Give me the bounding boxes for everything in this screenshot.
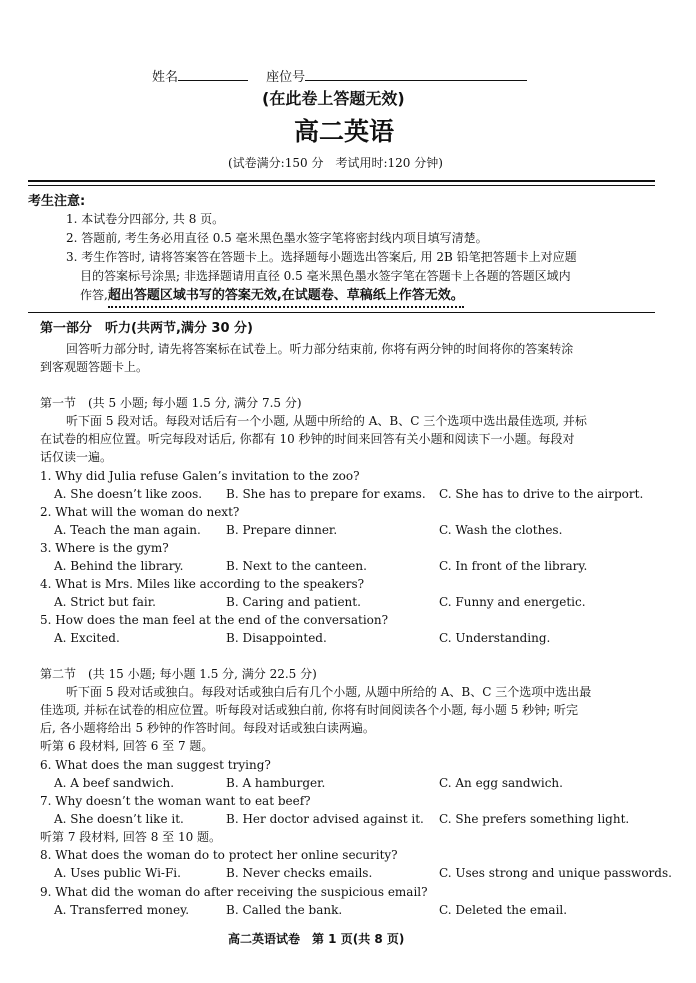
question-3: 3. Where is the gym? bbox=[40, 541, 169, 555]
q2-option-b: B. Prepare dinner. bbox=[226, 523, 338, 537]
q1-option-a: A. She doesn’t like zoos. bbox=[54, 487, 203, 501]
q4-option-b: B. Caring and patient. bbox=[226, 595, 361, 609]
q1-option-b: B. She has to prepare for exams. bbox=[226, 487, 426, 501]
q9-option-b: B. Called the bank. bbox=[226, 903, 343, 917]
part1-title: 第一部分 听力(共两节,满分 30 分) bbox=[40, 321, 253, 336]
attention-item-2: 2. 答题前, 考生务必用直径 0.5 毫米黑色墨水签字笔将密封线内项目填写清楚。 bbox=[66, 231, 488, 245]
q5-option-c: C. Understanding. bbox=[439, 631, 551, 645]
q8-option-c: C. Uses strong and unique passwords. bbox=[439, 866, 672, 880]
q6-option-b: B. A hamburger. bbox=[226, 776, 326, 790]
q3-option-a: A. Behind the library. bbox=[54, 559, 184, 573]
attention-item-3-line-3 bbox=[80, 286, 464, 305]
q4-option-a: A. Strict but fair. bbox=[54, 595, 156, 609]
part1-intro-2: 到客观题答题卡上。 bbox=[40, 360, 149, 374]
section1-intro-2: 在试卷的相应位置。听完每段对话后, 你都有 10 秒钟的时间来回答有关小题和阅读下一小题。每段对 bbox=[40, 432, 575, 446]
attention-answer-label: 作答, bbox=[80, 288, 108, 302]
q2-option-c: C. Wash the clothes. bbox=[439, 523, 563, 537]
question-7: 7. Why doesn’t the woman want to eat beef? bbox=[40, 794, 311, 808]
q8-option-b: B. Never checks emails. bbox=[226, 866, 373, 880]
header-rule-thick bbox=[28, 180, 655, 182]
question-5: 5. How does the man feel at the end of the conversation? bbox=[40, 613, 389, 627]
seat-label: 座位号 bbox=[266, 70, 306, 85]
group-7-heading: 听第 7 段材料, 回答 8 至 10 题。 bbox=[40, 830, 222, 844]
question-8: 8. What does the woman do to protect her online security? bbox=[40, 848, 398, 862]
page-title: 高二英语 bbox=[294, 117, 395, 146]
q7-option-a: A. She doesn’t like it. bbox=[54, 812, 184, 826]
group-6-heading: 听第 6 段材料, 回答 6 至 7 题。 bbox=[40, 739, 214, 753]
part1-intro-1: 回答听力部分时, 请先将答案标在试卷上。听力部分结束前, 你将有两分钟的时间将你的答案转涂 bbox=[66, 342, 574, 356]
q4-option-c: C. Funny and energetic. bbox=[439, 595, 586, 609]
question-1: 1. Why did Julia refuse Galen’s invitation to the zoo? bbox=[40, 469, 360, 483]
exam-info: (试卷满分:150 分 考试用时:120 分钟) bbox=[228, 156, 443, 170]
name-blank bbox=[178, 66, 248, 81]
seat-blank bbox=[305, 66, 527, 81]
question-9: 9. What did the woman do after receiving the suspicious email? bbox=[40, 885, 428, 899]
q9-option-c: C. Deleted the email. bbox=[439, 903, 568, 917]
section2-intro-2: 佳选项, 并标在试卷的相应位置。听每段对话或独白前, 你将有时间阅读各个小题, 每小题 5 秒钟; 听完 bbox=[40, 703, 579, 717]
page-footer: 高二英语试卷 第 1 页(共 8 页) bbox=[228, 932, 405, 946]
candidate-info bbox=[152, 66, 527, 87]
attention-item-3: 3. 考生作答时, 请将答案答在答题卡上。选择题每小题选出答案后, 用 2B 铅笔把答题卡上对应题 bbox=[66, 250, 577, 264]
q1-option-c: C. She has to drive to the airport. bbox=[439, 487, 644, 501]
attention-item-3-line-2: 目的答案标号涂黑; 非选择题请用直径 0.5 毫米黑色墨水签字笔在答题卡上各题的答题区域内 bbox=[80, 269, 571, 283]
q6-option-a: A. A beef sandwich. bbox=[54, 776, 175, 790]
header-rule-thin bbox=[28, 185, 655, 186]
question-4: 4. What is Mrs. Miles like according to the speakers? bbox=[40, 577, 365, 591]
section1-title: 第一节 (共 5 小题; 每小题 1.5 分, 满分 7.5 分) bbox=[40, 396, 302, 410]
name-label: 姓名 bbox=[152, 70, 179, 85]
section2-title: 第二节 (共 15 小题; 每小题 1.5 分, 满分 22.5 分) bbox=[40, 667, 317, 681]
q7-option-b: B. Her doctor advised against it. bbox=[226, 812, 424, 826]
q3-option-b: B. Next to the canteen. bbox=[226, 559, 367, 573]
q8-option-a: A. Uses public Wi-Fi. bbox=[54, 866, 181, 880]
section2-intro-1: 听下面 5 段对话或独白。每段对话或独白后有几个小题, 从题中所给的 A、B、C 三个选项中选出最 bbox=[66, 685, 592, 699]
question-6: 6. What does the man suggest trying? bbox=[40, 758, 271, 772]
q2-option-a: A. Teach the man again. bbox=[54, 523, 201, 537]
q7-option-c: C. She prefers something light. bbox=[439, 812, 630, 826]
section1-intro-1: 听下面 5 段对话。每段对话后有一个小题, 从题中所给的 A、B、C 三个选项中选出最佳选项, 并标 bbox=[66, 414, 587, 428]
q6-option-c: C. An egg sandwich. bbox=[439, 776, 563, 790]
section1-intro-3: 话仅读一遍。 bbox=[40, 450, 113, 464]
q5-option-b: B. Disappointed. bbox=[226, 631, 327, 645]
section2-intro-3: 后, 各小题将给出 5 秒钟的作答时间。每段对话或独白读两遍。 bbox=[40, 721, 375, 735]
q5-option-a: A. Excited. bbox=[54, 631, 120, 645]
attention-rule bbox=[28, 312, 655, 313]
attention-warning: 超出答题区域书写的答案无效,在试题卷、草稿纸上作答无效。 bbox=[108, 288, 464, 308]
attention-title: 考生注意: bbox=[28, 194, 86, 209]
attention-item-1: 1. 本试卷分四部分, 共 8 页。 bbox=[66, 212, 225, 226]
question-2: 2. What will the woman do next? bbox=[40, 505, 240, 519]
invalid-notice: (在此卷上答题无效) bbox=[262, 89, 405, 108]
q3-option-c: C. In front of the library. bbox=[439, 559, 588, 573]
q9-option-a: A. Transferred money. bbox=[54, 903, 190, 917]
